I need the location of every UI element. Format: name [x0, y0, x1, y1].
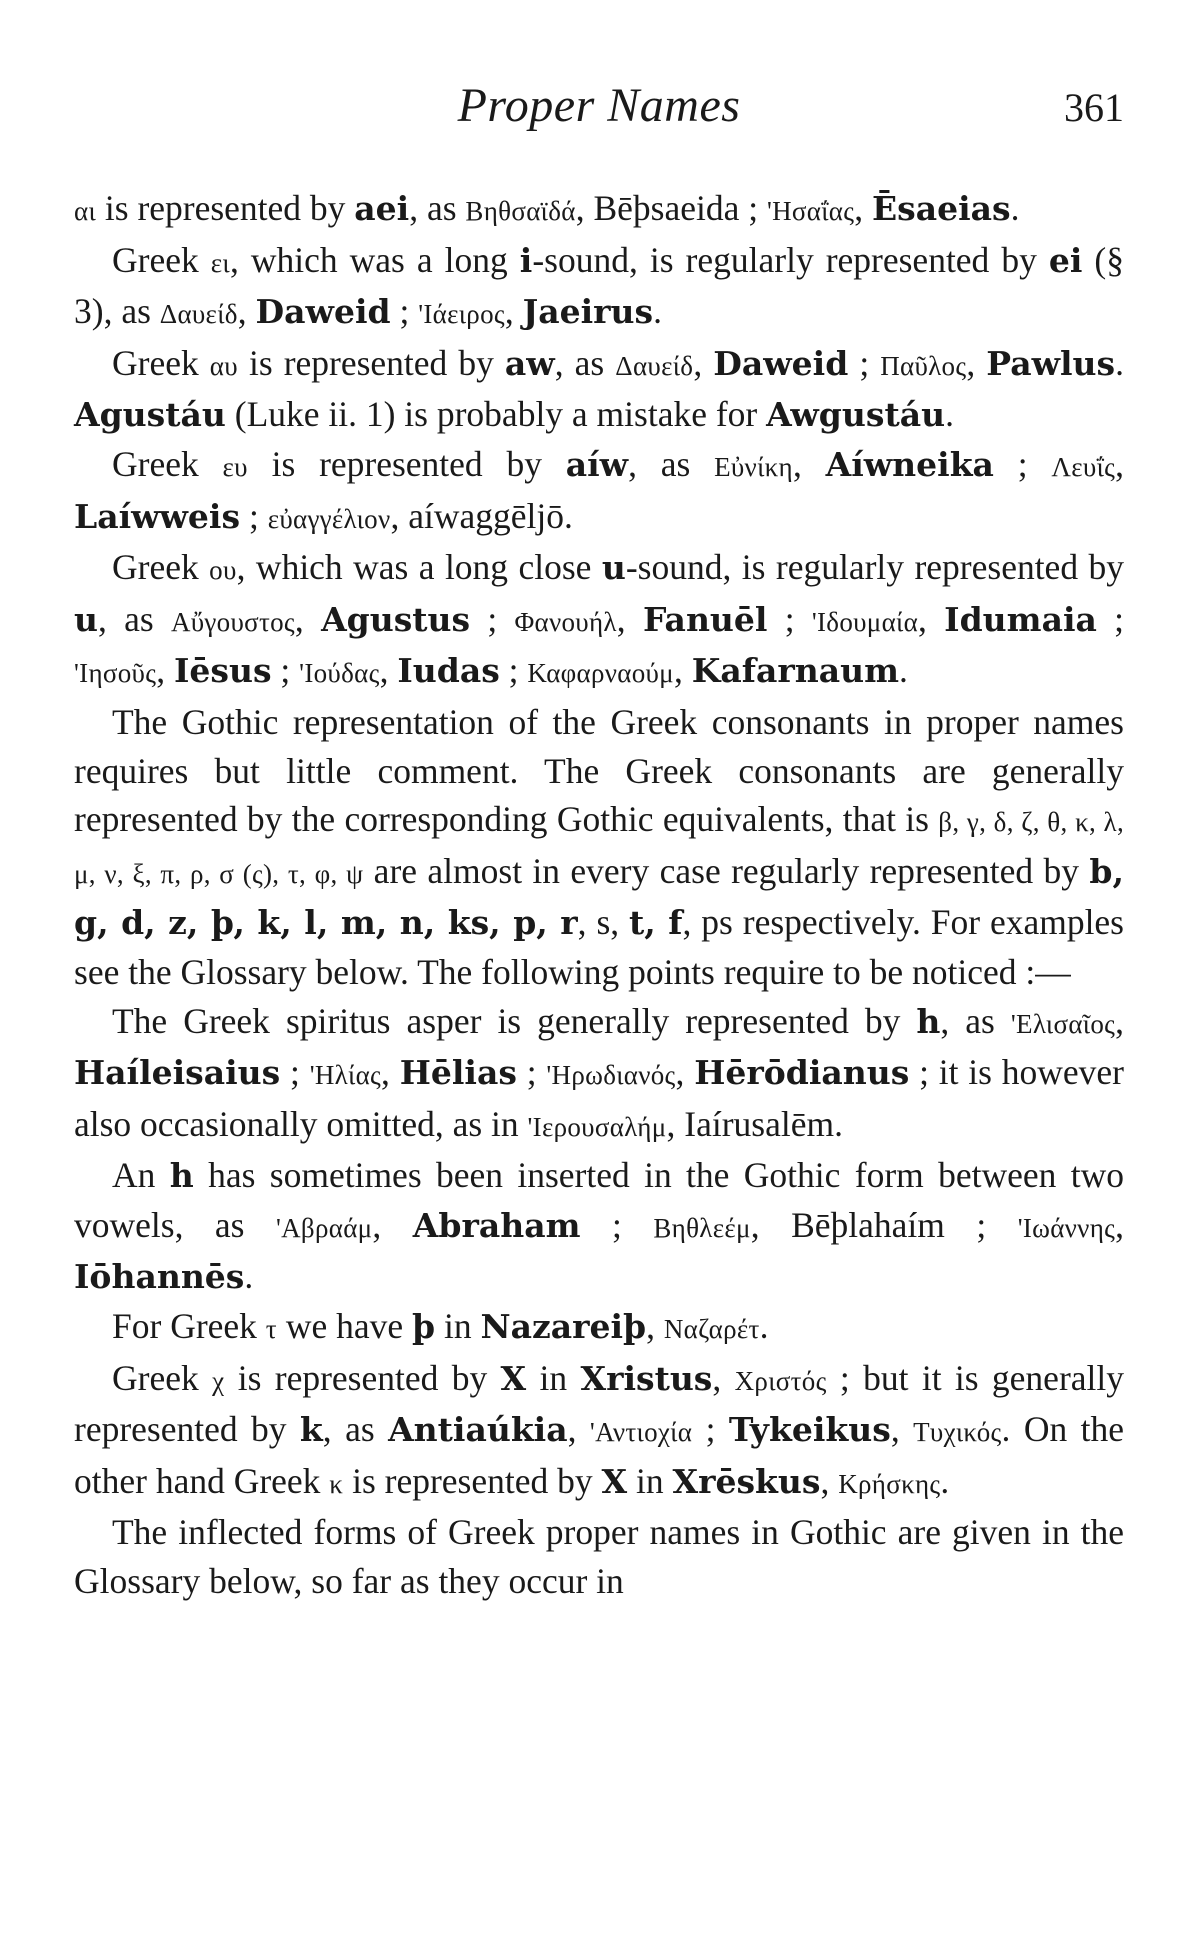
text-run: ; [767, 598, 812, 639]
text-run: . [945, 394, 954, 435]
text-run: , Iaírusalēm. [666, 1103, 843, 1144]
gothic-word: Tykeikus [728, 1410, 891, 1450]
text-run: For Greek [112, 1306, 266, 1347]
text-run: , [646, 1306, 664, 1347]
text-run: ; [271, 650, 300, 691]
greek-word: 'Ησαΐας [766, 196, 855, 226]
text-run: Greek [112, 342, 210, 383]
paragraph-inflected-forms [74, 1508, 1124, 1605]
text-run: is represented by [343, 1460, 602, 1501]
paragraph-ei-sound [74, 236, 1124, 339]
gothic-word: Xristus [580, 1358, 713, 1398]
greek-word: ει [210, 247, 230, 278]
gothic-word: Iēsus [173, 651, 272, 691]
greek-word: 'Ιάειρος [418, 299, 505, 330]
text-run: . [244, 1256, 254, 1297]
text-run: Greek [112, 239, 211, 280]
text-run: ; [240, 495, 268, 536]
text-run: , [237, 291, 256, 332]
greek-word: χ [212, 1365, 225, 1396]
gothic-word: Aíwneika [825, 444, 994, 484]
page-header [74, 70, 1124, 140]
gothic-word: k [299, 1410, 323, 1450]
paragraph-greek-consonants [74, 698, 1124, 997]
text-run: , [966, 342, 987, 383]
gothic-word: Daweid [255, 292, 391, 332]
text-run: . On the other hand Greek [74, 1409, 1124, 1501]
greek-word: 'Ελισαῖος [1010, 1008, 1116, 1039]
gothic-word: Awgustáu [766, 395, 946, 435]
text-run: , [372, 1204, 413, 1245]
text-run: , ps respectively. For examples see the Glossary below. The following points require to be noticed :— [74, 902, 1125, 992]
greek-word: Δαυείδ [615, 350, 694, 381]
paragraph-au-aw [74, 339, 1124, 440]
text-run: , [379, 650, 398, 691]
greek-word: Βηθλεέμ [653, 1212, 751, 1243]
paragraph-eu-aiw [74, 440, 1124, 543]
greek-word: 'Ιούδας [299, 658, 380, 689]
gothic-word: ei [1048, 240, 1083, 280]
gothic-word: Abraham [412, 1205, 581, 1245]
greek-word: ευ [222, 451, 248, 482]
text-run: . [759, 1306, 769, 1347]
greek-word: Δαυείδ [159, 299, 238, 330]
greek-word: αι [74, 196, 97, 226]
paragraph-spiritus-asper [74, 997, 1124, 1152]
gothic-word: Xrēskus [672, 1461, 821, 1501]
text-run: ; [280, 1052, 310, 1093]
greek-word: κ [329, 1468, 344, 1499]
text-run: , [156, 650, 174, 691]
greek-word: Καφαρναούμ [527, 658, 674, 689]
text-run: ; [390, 291, 419, 332]
text-run: (Luke ii. 1) is probably a mistake for [225, 394, 767, 435]
gothic-word: aíw [565, 444, 629, 484]
text-run: we have [276, 1306, 412, 1347]
text-run: ; [470, 598, 515, 639]
text-run: in [627, 1460, 673, 1501]
text-run: , [918, 598, 945, 639]
text-run: , as [940, 1000, 1011, 1041]
paragraph-inserted-h [74, 1151, 1124, 1302]
text-run: is represented by [224, 1357, 501, 1398]
gothic-word: Agustáu [74, 395, 226, 435]
gothic-word: Idumaia [944, 599, 1097, 639]
text-run: in [435, 1306, 481, 1347]
gothic-word: Haíleisaius [74, 1053, 281, 1093]
text-run: , as [98, 598, 171, 639]
text-run: , [854, 188, 872, 228]
body-text [74, 184, 1124, 1606]
gothic-word: Hērōdianus [694, 1053, 910, 1093]
text-run: ; [993, 443, 1052, 484]
text-run: Greek [112, 1357, 213, 1398]
gothic-word: Laíwweis [74, 496, 241, 536]
gothic-word: Hēlias [399, 1053, 517, 1093]
text-run: , [504, 291, 523, 332]
text-run: The Gothic representation of the Greek consonants in proper names requires but little comment. The Greek consonants are generally represented by the corresponding Gothic equivalents, that is [74, 701, 1124, 840]
gothic-word: i [519, 240, 533, 280]
text-run: . [940, 1460, 950, 1501]
text-run: ; but it is generally represented by [74, 1357, 1124, 1450]
paragraph-ou-u-sound [74, 543, 1124, 698]
gothic-word: aw [504, 343, 555, 383]
text-run: , [820, 1460, 839, 1501]
gothic-word: Ēsaeias [872, 189, 1011, 228]
gothic-word: Antiaúkia [388, 1410, 568, 1450]
gothic-word: X [500, 1358, 527, 1398]
text-run: , [673, 650, 692, 691]
text-run: ; it is however also occasionally omitted, as in [74, 1052, 1124, 1144]
text-run: , Bēþlahaím ; [750, 1204, 1018, 1245]
greek-word: Κρήσκης [838, 1468, 941, 1499]
greek-word: 'Ιδουμαία [811, 606, 919, 637]
greek-word: Ναζαρέτ [663, 1314, 760, 1345]
greek-word: 'Ιωάννης [1017, 1212, 1116, 1243]
page-number: 361 [1064, 85, 1124, 130]
greek-word: Αὔγουστος [170, 606, 295, 637]
gothic-word: Fanuēl [642, 599, 768, 639]
greek-word: Βηθσαϊδά [465, 196, 576, 226]
greek-word: 'Ηλίας [309, 1060, 382, 1091]
gothic-word: Iōhannēs [74, 1257, 245, 1297]
text-run: , which was a long [229, 239, 520, 280]
gothic-word: t, f [629, 903, 683, 943]
text-run: Greek [112, 443, 223, 484]
text-run: is represented by [247, 443, 566, 484]
text-run: , as [322, 1409, 389, 1450]
gothic-word: b, g, d, z, þ, k, l, m, n, ks, p, r [74, 851, 1124, 943]
text-run: , [294, 598, 322, 639]
text-run: , [1115, 1000, 1124, 1041]
text-run: ; [692, 1409, 729, 1450]
text-run: The inflected forms of Greek proper names in Gothic are given in the Glossary below, so far as they occur in [74, 1512, 1124, 1602]
paragraph-ai-aei [74, 184, 1124, 236]
paragraph-greek-tau [74, 1302, 1124, 1354]
greek-word: 'Αβραάμ [275, 1212, 373, 1243]
text-run: . [1115, 342, 1124, 383]
text-run: The Greek spiritus asper is generally represented by [112, 1000, 917, 1041]
greek-word: Εὐνίκη [714, 451, 793, 482]
text-run: , aíwaggēljō. [390, 495, 573, 536]
text-run: -sound, is regularly represented by [625, 547, 1124, 588]
text-run: , as [628, 443, 715, 484]
greek-word: 'Ιησοῦς [74, 658, 157, 689]
text-run: . [1010, 188, 1020, 228]
greek-word: ου [209, 555, 237, 586]
text-run: , [567, 1409, 590, 1450]
book-page [74, 70, 1124, 1606]
text-run: has sometimes been inserted in the Gothic form between two vowels, as [74, 1155, 1125, 1245]
text-run: , [1115, 1204, 1124, 1245]
gothic-word: X [601, 1461, 628, 1501]
text-run: , [1115, 443, 1125, 484]
greek-word: Λευΐς [1051, 451, 1116, 482]
text-run: , Bēþsaeida ; [575, 188, 767, 228]
greek-word: 'Ηρωδιανός [546, 1060, 676, 1091]
text-run: , [381, 1052, 400, 1093]
text-run: , [792, 443, 826, 484]
gothic-word: Nazareiþ [480, 1307, 647, 1347]
greek-word: αυ [209, 350, 238, 381]
gothic-word: Jaeirus [522, 292, 654, 332]
greek-word: 'Ιερουσαλήμ [527, 1111, 667, 1142]
gothic-word: h [916, 1001, 941, 1041]
gothic-word: Iudas [397, 651, 500, 691]
text-run: , [616, 598, 643, 639]
gothic-word: þ [412, 1307, 436, 1347]
greek-word: Τυχικός [913, 1417, 1002, 1448]
text-run: , [712, 1357, 735, 1398]
greek-word: εὐαγγέλιον [267, 503, 391, 534]
text-run: ; [499, 650, 528, 691]
text-run: , [675, 1052, 695, 1093]
text-run: ; [848, 342, 881, 383]
gothic-word: u [74, 599, 98, 639]
gothic-word: Kafarnaum [691, 651, 900, 691]
gothic-word: Pawlus [986, 343, 1116, 383]
text-run: . [653, 291, 662, 332]
text-run: . [899, 650, 908, 691]
greek-word: Παῦλος [880, 350, 967, 381]
text-run: An [112, 1155, 170, 1196]
text-run: in [526, 1357, 581, 1398]
text-run: , as [554, 342, 616, 383]
greek-word: 'Αντιοχία [589, 1417, 693, 1448]
text-run: ; [1096, 598, 1125, 639]
text-run: ; [516, 1052, 547, 1093]
text-run: are almost in every case regularly represented by [363, 850, 1090, 891]
text-run: -sound, is regularly represented by [532, 239, 1049, 280]
paragraph-greek-chi [74, 1354, 1124, 1509]
text-run: , as [409, 188, 466, 228]
running-title: Proper Names [457, 79, 741, 132]
text-run: is represented by [237, 342, 505, 383]
greek-word: β, γ, δ, ζ, θ, κ, λ, μ, ν, ξ, π, ρ, σ (ς), τ, φ, ψ [74, 807, 1124, 889]
gothic-word: u [601, 548, 626, 588]
text-run: , [890, 1409, 914, 1450]
text-run: is represented by [96, 188, 355, 228]
gothic-word: Daweid [713, 343, 849, 383]
text-run: ; [580, 1204, 654, 1245]
text-run: (§ 3), as [74, 239, 1124, 332]
greek-word: Χριστός [734, 1365, 827, 1396]
text-run: Greek [112, 547, 210, 588]
gothic-word: h [169, 1156, 194, 1196]
gothic-word: aei [354, 189, 410, 228]
text-run: , [693, 342, 714, 383]
text-run: , which was a long close [236, 547, 602, 588]
text-run: , s, [577, 902, 630, 943]
greek-word: τ [265, 1314, 277, 1345]
greek-word: Φανουήλ [514, 606, 617, 637]
gothic-word: Agustus [321, 599, 471, 639]
